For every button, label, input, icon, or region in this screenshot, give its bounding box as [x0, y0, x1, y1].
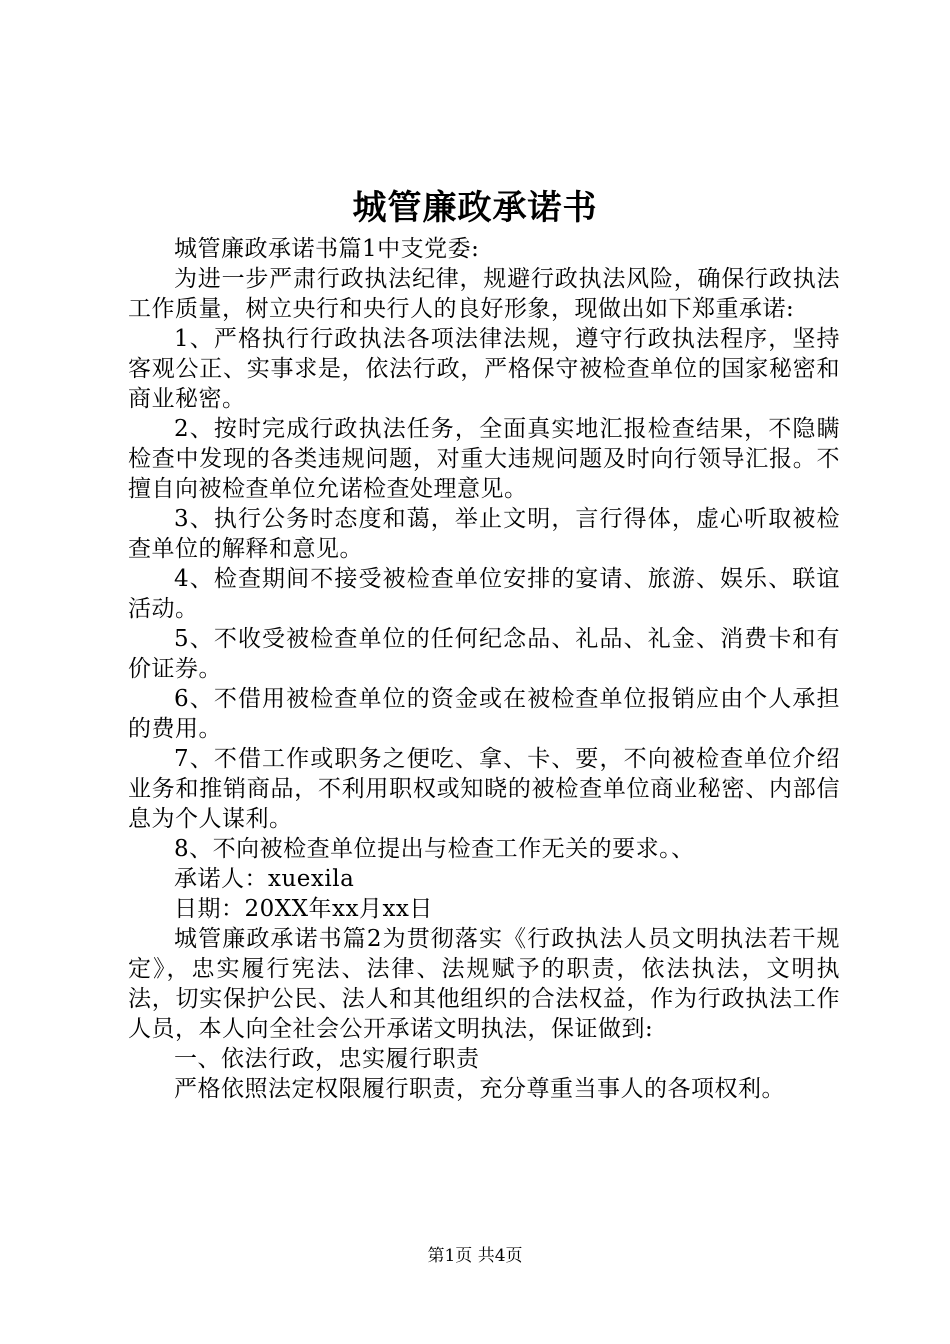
paragraph: 1、严格执行行政执法各项法律法规，遵守行政执法程序，坚持客观公正、实事求是，依法行政，严格保守被检查单位的国家秘密和商业秘密。: [128, 326, 840, 412]
signature-line: 承诺人：xuexila: [174, 866, 355, 892]
section-heading: 一、依法行政，忠实履行职责: [174, 1046, 480, 1072]
paragraph: 8、不向被检查单位提出与检查工作无关的要求。、: [174, 836, 695, 862]
paragraph: 5、不收受被检查单位的任何纪念品、礼品、礼金、消费卡和有价证券。: [128, 626, 840, 682]
paragraph: 3、执行公务时态度和蔼，举止文明，言行得体，虚心听取被检查单位的解释和意见。: [128, 506, 840, 562]
paragraph: 城管廉政承诺书篇1中支党委:: [174, 236, 480, 262]
paragraph: 为进一步严肃行政执法纪律，规避行政执法风险，确保行政执法工作质量，树立央行和央行人的良好形象，现做出如下郑重承诺:: [128, 266, 840, 322]
paragraph: 7、不借工作或职务之便吃、拿、卡、要，不向被检查单位介绍业务和推销商品，不利用职权或知晓的被检查单位商业秘密、内部信息为个人谋利。: [128, 746, 840, 832]
date-line: 日期：20XX年xx月xx日: [174, 896, 433, 922]
paragraph: 4、检查期间不接受被检查单位安排的宴请、旅游、娱乐、联谊活动。: [128, 566, 840, 622]
paragraph: 城管廉政承诺书篇2为贯彻落实《行政执法人员文明执法若干规定》，忠实履行宪法、法律、法规赋予的职责，依法执法，文明执法，切实保护公民、法人和其他组织的合法权益，作为行政执法工作人员，本人向全社会公开承诺文明执法，保证做到:: [128, 926, 840, 1042]
paragraph: 6、不借用被检查单位的资金或在被检查单位报销应由个人承担的费用。: [128, 686, 840, 742]
document-title: 城管廉政承诺书: [352, 188, 598, 228]
paragraph: 2、按时完成行政执法任务，全面真实地汇报检查结果，不隐瞒检查中发现的各类违规问题，对重大违规问题及时向行领导汇报。不擅自向被检查单位允诺检查处理意见。: [128, 416, 840, 502]
paragraph: 严格依照法定权限履行职责，充分尊重当事人的各项权利。: [174, 1076, 785, 1102]
document-body: [128, 234, 840, 1104]
page-footer: 第1页 共4页: [427, 1246, 523, 1266]
